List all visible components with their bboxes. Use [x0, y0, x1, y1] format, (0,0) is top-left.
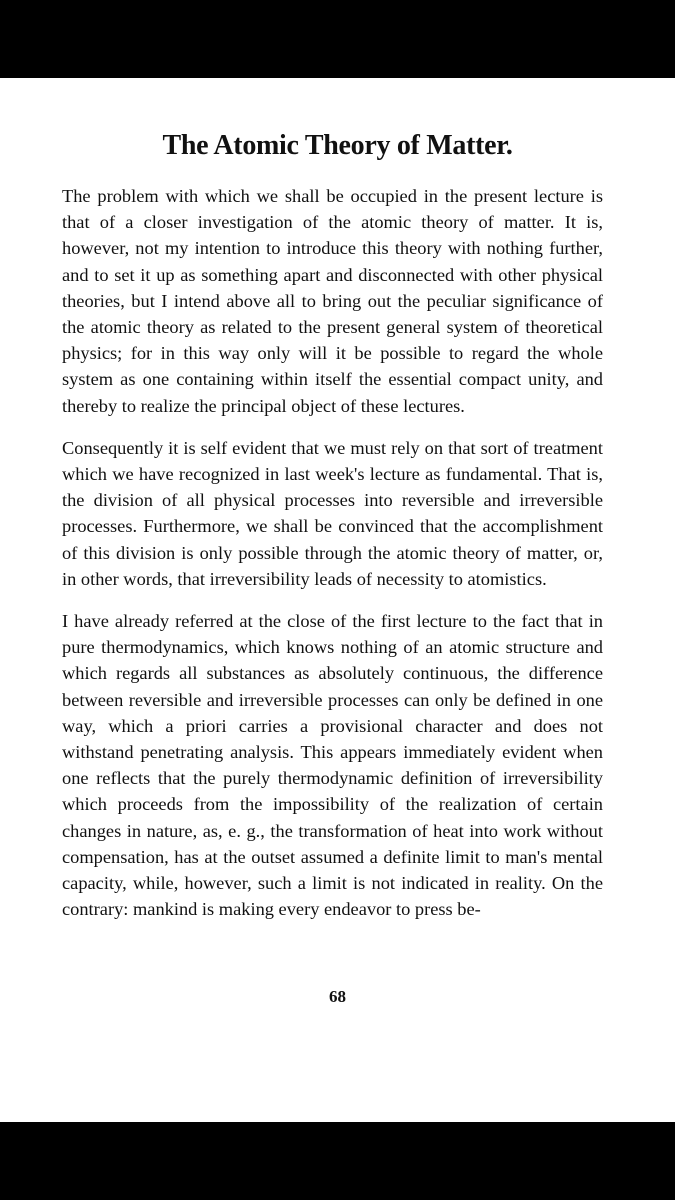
body-text: [62, 183, 603, 938]
page-number: 68: [329, 987, 346, 1006]
paragraph-2: Consequently it is self evident that we must rely on that sort of treatment which we have recognized in last week's lecture as fundamental. That is, the division of all physical processes into reversible and irreversible processes. Furthermore, we shall be convinced that the accomplishment of this division is only possible through the atomic theory of matter, or, in other words, that irreversibility leads of necessity to atomistics.: [62, 437, 603, 589]
paragraph-1: The problem with which we shall be occupied in the present lecture is that of a closer investigation of the atomic theory of matter. It is, however, not my intention to introduce this theory with nothing further, and to set it up as something apart and disconnected with other physical theories, but I intend above all to bring out the peculiar significance of the atomic theory as related to the present general system of theoretical physics; for in this way only will it be possible to regard the whole system as one containing within itself the essential compact unity, and thereby to realize the principal object of these lectures.: [62, 186, 603, 416]
top-black-bar: [0, 0, 675, 78]
chapter-title: The Atomic Theory of Matter.: [162, 130, 513, 161]
paragraph-3: I have already referred at the close of the first lecture to the fact that in pure thermodynamics, which knows nothing of an atomic structure and which regards all substances as absolutely continuous, the difference between reversible and irreversible processes can only be defined in one way, which a priori carries a provisional character and does not withstand penetrating analysis. This appears immediately evident when one reflects that the purely thermodynamic definition of irreversibility which proceeds from the impossibility of the realization of certain changes in nature, as, e. g., the transformation of heat into work without compensation, has at the outset assumed a definite limit to man's mental capacity, while, however, such a limit is not indicated in reality. On the contrary: mankind is making every endeavor to press be-: [62, 611, 603, 920]
bottom-black-bar: [0, 1122, 675, 1200]
